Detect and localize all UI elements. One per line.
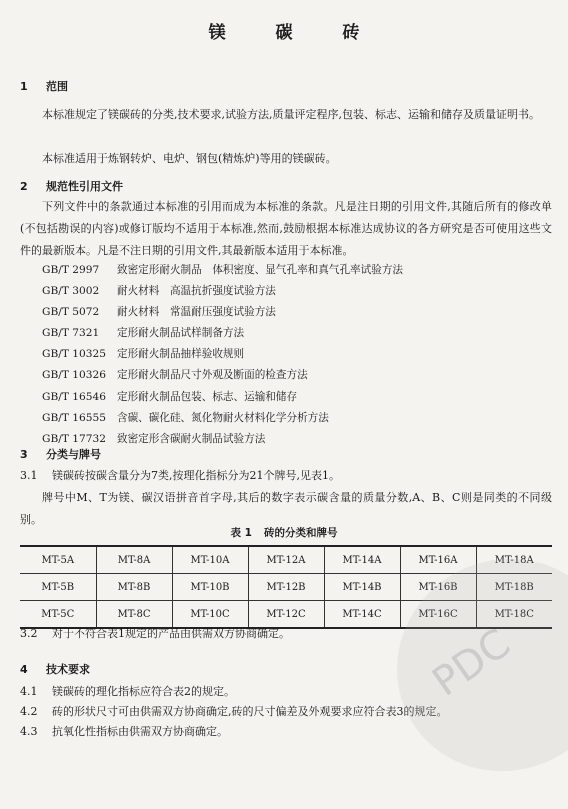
table-cell: MT-8A — [96, 546, 172, 574]
watermark-text: PDC — [424, 620, 519, 706]
table-cell: MT-14B — [324, 574, 400, 601]
clause-number: 3.2 — [20, 627, 38, 640]
reference-code: GB/T 16546 — [42, 390, 106, 403]
page-title: 镁 碳 砖 — [208, 23, 382, 43]
section-4-heading — [20, 661, 90, 677]
table-cell: MT-16C — [400, 601, 476, 629]
table-cell: MT-12C — [248, 601, 324, 629]
table-cell: MT-18B — [476, 574, 552, 601]
reference-title: 含碳、碳化硅、氮化物耐火材料化学分析方法 — [117, 411, 329, 424]
reference-title: 致密定形耐火制品 体积密度、显气孔率和真气孔率试验方法 — [117, 264, 404, 276]
reference-code: GB/T 17732 — [42, 432, 106, 445]
section-title: 范围 — [46, 80, 68, 93]
clause-text: 对于不符合表1规定的产品由供需双方协商确定。 — [52, 627, 290, 640]
section-number: 2 — [20, 180, 28, 193]
reference-title: 致密定形含碳耐火制品试验方法 — [117, 432, 266, 445]
reference-item — [42, 281, 552, 302]
reference-code: GB/T 5072 — [42, 306, 100, 319]
clause-text: 镁碳砖按碳含量分为7类,按理化指标分为21个牌号,见表1。 — [52, 469, 340, 482]
reference-code: GB/T 7321 — [42, 327, 100, 340]
table-cell: MT-18A — [476, 546, 552, 574]
section-number: 3 — [20, 448, 28, 461]
reference-item — [42, 302, 552, 323]
reference-code: GB/T 10325 — [42, 348, 106, 361]
reference-title: 耐火材料 常温耐压强度试验方法 — [117, 306, 276, 319]
table-cell: MT-14C — [324, 601, 400, 629]
table-cell: MT-8B — [96, 574, 172, 601]
table-cell: MT-16B — [400, 574, 476, 601]
table-cell: MT-14A — [324, 546, 400, 574]
reference-item — [42, 408, 552, 429]
clause-number: 4.2 — [20, 705, 38, 718]
section-title: 技术要求 — [46, 663, 90, 676]
table-cell: MT-5C — [20, 601, 96, 629]
section-3-heading — [20, 446, 101, 462]
table-cell: MT-5B — [20, 574, 96, 601]
section-1-heading — [20, 78, 68, 94]
table-cell: MT-12A — [248, 546, 324, 574]
reference-item — [42, 429, 552, 450]
section-1-paragraph-2: 本标准适用于炼钢转炉、电炉、钢包(精炼炉)等用的镁碳砖。 — [42, 152, 337, 165]
table-number: 表 1 — [230, 527, 252, 539]
reference-item — [42, 387, 552, 408]
section-title: 规范性引用文件 — [46, 180, 123, 193]
clause-3-1-paragraph-2: 牌号中M、T为镁、碳汉语拼音首字母,其后的数字表示碳含量的质量分数,A、B、C则是同类的不同级别。 — [20, 491, 552, 526]
section-1-paragraph-1: 本标准规定了镁碳砖的分类,技术要求,试验方法,质量评定程序,包装、标志、运输和储存及质量证明书。 — [42, 108, 540, 121]
reference-title: 定形耐火制品抽样验收规则 — [117, 348, 245, 361]
table-cell: MT-10B — [172, 574, 248, 601]
table-cell: MT-18C — [476, 601, 552, 629]
reference-code: GB/T 10326 — [42, 369, 106, 382]
reference-item — [42, 323, 552, 344]
section-2-intro: 下列文件中的条款通过本标准的引用而成为本标准的条款。凡是注日期的引用文件,其随后所有的修改单(不包括勘误的内容)或修订版均不适用于本标准,然而,鼓励根据本标准达成协议的各方研究是否可使用这些文件的最新版本。凡是不注日期的引用文件,其最新版本适用于本标准。 — [20, 200, 552, 257]
reference-list — [42, 260, 552, 450]
reference-code: GB/T 16555 — [42, 411, 106, 424]
section-number: 4 — [20, 663, 28, 676]
clause-text: 抗氧化性指标由供需双方协商确定。 — [52, 725, 228, 738]
clause-3-1 — [20, 465, 552, 487]
table-cell: MT-5A — [20, 546, 96, 574]
section-2-heading — [20, 178, 123, 194]
table-1-caption — [0, 525, 568, 540]
reference-code: GB/T 3002 — [42, 285, 100, 298]
clause-number: 4.3 — [20, 725, 38, 738]
clause-text: 砖的形状尺寸可由供需双方协商确定,砖的尺寸偏差及外观要求应符合表3的规定。 — [52, 705, 448, 718]
reference-item — [42, 365, 552, 386]
clause-text: 镁碳砖的理化指标应符合表2的规定。 — [52, 685, 235, 698]
table-cell: MT-10A — [172, 546, 248, 574]
reference-title: 耐火材料 高温抗折强度试验方法 — [117, 285, 276, 298]
reference-title: 定形耐火制品试样制备方法 — [117, 327, 245, 340]
clause-number: 4.1 — [20, 685, 38, 698]
reference-item — [42, 344, 552, 365]
section-title: 分类与牌号 — [46, 448, 101, 461]
reference-item — [42, 260, 552, 281]
table-cell: MT-16A — [400, 546, 476, 574]
table-title: 砖的分类和牌号 — [263, 527, 338, 539]
section-number: 1 — [20, 80, 28, 93]
table-cell: MT-8C — [96, 601, 172, 629]
clause-number: 3.1 — [20, 469, 38, 482]
reference-code: GB/T 2997 — [42, 264, 100, 276]
reference-title: 定形耐火制品尺寸外观及断面的检查方法 — [117, 369, 308, 382]
table-cell: MT-12B — [248, 574, 324, 601]
table-cell: MT-10C — [172, 601, 248, 629]
reference-title: 定形耐火制品包装、标志、运输和储存 — [117, 390, 298, 403]
